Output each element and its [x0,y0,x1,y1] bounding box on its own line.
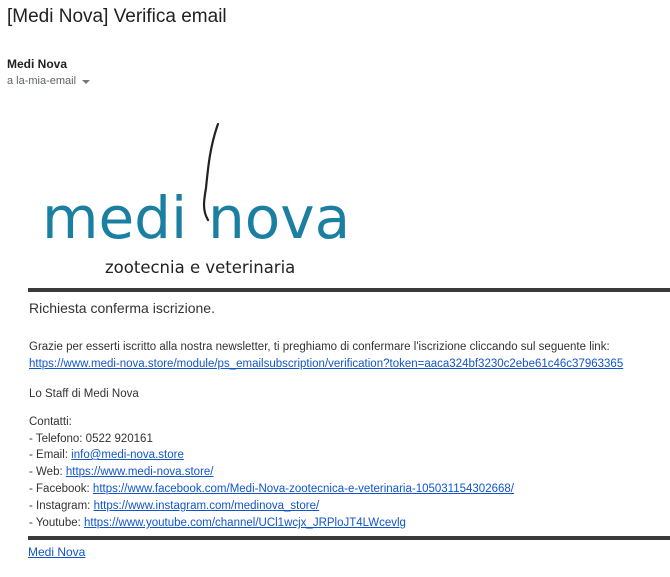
medi-nova-logo [42,120,372,280]
show-details-caret-icon[interactable] [82,80,90,84]
contact-facebook-link[interactable]: https://www.facebook.com/Medi-Nova-zootecnica-e-veterinaria-105031154302668/ [92,483,514,495]
footer-shop-link[interactable]: Medi Nova [28,545,86,559]
body-heading: Richiesta conferma iscrizione. [29,300,215,316]
sender-name[interactable]: Medi Nova [7,57,68,71]
contact-youtube-link[interactable]: https://www.youtube.com/channel/UCl1wcjx_JRPloJT4LWcevlg [84,517,406,529]
contact-youtube-row [29,515,406,532]
contact-instagram-row [29,498,319,515]
contact-facebook-row [29,481,514,498]
intro-text: Grazie per esserti iscritto alla nostra newsletter, ti preghiamo di confermare l'iscrizione cliccando sul seguente link: [29,341,610,353]
logo-brand-left: medi [42,184,188,252]
contact-web-link[interactable]: https://www.medi-nova.store/ [65,466,214,478]
footer [28,545,85,559]
contact-email-link[interactable]: info@medi-nova.store [71,449,184,461]
email-subject: [Medi Nova] Verifica email [7,6,227,27]
recipient-address: la-mia-email [16,75,77,87]
contact-web-label: - Web: [29,466,66,478]
contact-youtube-label: - Youtube: [29,517,84,529]
contact-phone: - Telefono: 0522 920161 [29,433,153,445]
logo-brand-right: nova [208,184,351,252]
contact-email-label: - Email: [29,449,72,461]
contact-email-row [29,447,184,464]
recipient-prefix: a [7,75,14,87]
contact-instagram-link[interactable]: https://www.instagram.com/medinova_store/ [93,500,320,512]
logo-tagline: zootecnia e veterinaria [105,258,296,277]
signature: Lo Staff di Medi Nova [29,388,139,400]
verification-link-row [29,356,623,373]
contacts-label: Contatti: [29,416,72,428]
verification-link[interactable]: https://www.medi-nova.store/module/ps_emailsubscription/verification?token=aaca324bf3230c2ebe61c46c37963365 [29,358,624,370]
contact-instagram-label: - Instagram: [29,500,94,512]
recipient-row[interactable] [7,75,90,87]
contact-web-row [29,464,214,481]
contact-facebook-label: - Facebook: [29,483,93,495]
divider-bottom [28,536,670,540]
divider-top [28,288,670,292]
